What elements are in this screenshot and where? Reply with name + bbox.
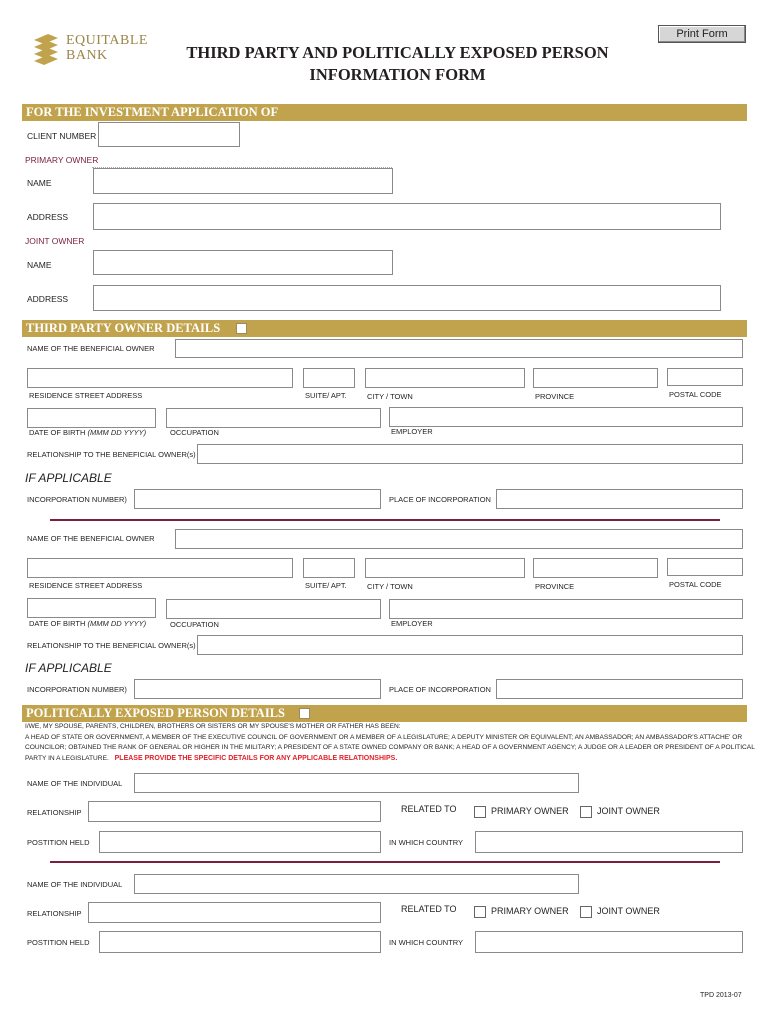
place-incorporation-label-1: PLACE OF INCORPORATION xyxy=(389,495,491,504)
incorporation-number-field-2[interactable] xyxy=(134,679,381,699)
incorporation-number-field-1[interactable] xyxy=(134,489,381,509)
relationship-label-2: RELATIONSHIP TO THE BENEFICIAL OWNER(s) xyxy=(27,641,196,650)
position-held-label-2: POSTITION HELD xyxy=(27,938,90,947)
if-applicable-heading-2: IF APPLICABLE xyxy=(25,661,112,675)
related-to-label-1: RELATED TO xyxy=(401,804,457,814)
third-party-checkbox[interactable] xyxy=(236,323,247,334)
primary-address-field[interactable] xyxy=(93,203,721,230)
place-incorporation-field-1[interactable] xyxy=(496,489,743,509)
joint-owner-checkbox-2[interactable] xyxy=(580,906,592,918)
pep-relationship-field-1[interactable] xyxy=(88,801,381,822)
if-applicable-heading-1: IF APPLICABLE xyxy=(25,471,112,485)
incorporation-number-label-2: INCORPORATION NUMBER) xyxy=(27,685,127,694)
city-field-1[interactable] xyxy=(365,368,525,388)
joint-address-label: ADDRESS xyxy=(27,294,69,304)
country-field-1[interactable] xyxy=(475,831,743,853)
primary-owner-option-1: PRIMARY OWNER xyxy=(491,806,569,816)
incorporation-number-label-1: INCORPORATION NUMBER) xyxy=(27,495,127,504)
residence-field-1[interactable] xyxy=(27,368,293,388)
logo-line2: BANK xyxy=(66,48,108,63)
print-form-button[interactable] xyxy=(658,25,746,43)
occupation-field-2[interactable] xyxy=(166,599,381,619)
country-label-2: IN WHICH COUNTRY xyxy=(389,938,464,947)
equitable-bank-logo xyxy=(30,30,155,70)
residence-label-1: RESIDENCE STREET ADDRESS xyxy=(29,391,143,400)
pep-relationship-label-2: RELATIONSHIP xyxy=(27,909,82,918)
individual-name-field-1[interactable] xyxy=(134,773,579,793)
occupation-label-2: OCCUPATION xyxy=(170,620,219,629)
province-label-1: PROVINCE xyxy=(535,392,575,401)
investment-section-bar xyxy=(22,104,747,121)
dob-format-2: (MMM DD YYYY) xyxy=(87,619,147,628)
dob-text-2: DATE OF BIRTH xyxy=(29,619,86,628)
postal-label-1: POSTAL CODE xyxy=(669,390,722,399)
occupation-label-1: OCCUPATION xyxy=(170,428,219,437)
place-incorporation-label-2: PLACE OF INCORPORATION xyxy=(389,685,491,694)
province-field-2[interactable] xyxy=(533,558,658,578)
form-code: TPD 2013-07 xyxy=(700,992,742,999)
individual-name-label-1: NAME OF THE INDIVIDUAL xyxy=(27,779,123,788)
dob-field-1[interactable] xyxy=(27,408,156,428)
primary-owner-heading: PRIMARY OWNER xyxy=(25,155,99,165)
pep-desc-line4: PARTY IN A LEGISLATURE. xyxy=(25,754,109,762)
dob-format-1: (MMM DD YYYY) xyxy=(87,428,147,437)
primary-name-label: NAME xyxy=(27,178,52,188)
position-held-field-2[interactable] xyxy=(99,931,381,953)
pep-checkbox[interactable] xyxy=(299,708,310,719)
pep-desc-warning: PLEASE PROVIDE THE SPECIFIC DETAILS FOR ANY APPLICABLE RELATIONSHIPS. xyxy=(114,754,398,762)
pep-section-title: POLITICALLY EXPOSED PERSON DETAILS xyxy=(26,706,285,720)
logo-line1: EQUITABLE xyxy=(66,33,148,48)
dob-field-2[interactable] xyxy=(27,598,156,618)
third-party-section-title: THIRD PARTY OWNER DETAILS xyxy=(26,321,221,335)
client-number-label: CLIENT NUMBER xyxy=(27,131,97,141)
related-to-label-2: RELATED TO xyxy=(401,904,457,914)
joint-owner-option-2: JOINT OWNER xyxy=(597,906,660,916)
employer-label-2: EMPLOYER xyxy=(391,619,433,628)
employer-field-2[interactable] xyxy=(389,599,743,619)
beneficial-owner-label-1: NAME OF THE BENEFICIAL OWNER xyxy=(27,344,155,353)
beneficial-owner-field-1[interactable] xyxy=(175,339,743,358)
beneficial-owner-divider xyxy=(50,519,720,521)
pep-description xyxy=(25,722,755,764)
employer-field-1[interactable] xyxy=(389,407,743,427)
city-field-2[interactable] xyxy=(365,558,525,578)
primary-address-label: ADDRESS xyxy=(27,212,69,222)
primary-owner-option-2: PRIMARY OWNER xyxy=(491,906,569,916)
primary-owner-checkbox-2[interactable] xyxy=(474,906,486,918)
beneficial-owner-field-2[interactable] xyxy=(175,529,743,549)
relationship-field-2[interactable] xyxy=(197,635,743,655)
investment-section-title: FOR THE INVESTMENT APPLICATION OF xyxy=(26,105,279,119)
pep-desc-line2: A HEAD OF STATE OR GOVERNMENT, A MEMBER OF THE EXECUTIVE COUNCIL OF GOVERNMENT OR A MEMBER OF A LEGISLATURE; A DEPUTY MINISTER OR EQUIVALENT; AN AMBASSADOR; AN AMBASSADOR'S ATTACHE' OR xyxy=(25,733,743,741)
country-field-2[interactable] xyxy=(475,931,743,953)
city-label-2: CITY / TOWN xyxy=(367,582,413,591)
province-label-2: PROVINCE xyxy=(535,582,575,591)
employer-label-1: EMPLOYER xyxy=(391,427,433,436)
position-held-label-1: POSTITION HELD xyxy=(27,838,90,847)
dob-text-1: DATE OF BIRTH xyxy=(29,428,86,437)
pep-relationship-label-1: RELATIONSHIP xyxy=(27,808,82,817)
print-form-label: Print Form xyxy=(676,28,728,40)
individual-name-label-2: NAME OF THE INDIVIDUAL xyxy=(27,880,123,889)
joint-owner-checkbox-1[interactable] xyxy=(580,806,592,818)
individual-name-field-2[interactable] xyxy=(134,874,579,894)
residence-label-2: RESIDENCE STREET ADDRESS xyxy=(29,581,143,590)
province-field-1[interactable] xyxy=(533,368,658,388)
postal-label-2: POSTAL CODE xyxy=(669,580,722,589)
dob-label-2 xyxy=(29,619,146,628)
title-line2: INFORMATION FORM xyxy=(309,65,486,84)
suite-field-1[interactable] xyxy=(303,368,355,388)
pep-desc-line1: I/WE, MY SPOUSE, PARENTS, CHILDREN, BROTHERS OR SISTERS OR MY SPOUSE'S MOTHER OR FATHER HAS BEEN: xyxy=(25,723,401,730)
pep-desc-line4-row xyxy=(25,754,750,765)
pep-desc-line3: COUNCILOR; OBTAINED THE RANK OF GENERAL OR HIGHER IN THE MILITARY; A PRESIDENT OF A STATE OWNED COMPANY OR BANK; A HEAD OF A GOVERNMENT AGENCY; A JUDGE OR A LEADER OR PRESIDENT OF A POLITICAL xyxy=(25,744,755,751)
country-label-1: IN WHICH COUNTRY xyxy=(389,838,464,847)
client-number-field[interactable] xyxy=(98,122,240,147)
joint-owner-option-1: JOINT OWNER xyxy=(597,806,660,816)
third-party-section-bar xyxy=(22,320,747,337)
suite-label-2: SUITE/ APT. xyxy=(305,581,347,590)
joint-address-field[interactable] xyxy=(93,285,721,311)
primary-name-field[interactable] xyxy=(93,168,393,194)
residence-field-2[interactable] xyxy=(27,558,293,578)
logo-mark-icon xyxy=(30,32,60,66)
suite-label-1: SUITE/ APT. xyxy=(305,391,347,400)
beneficial-owner-label-2: NAME OF THE BENEFICIAL OWNER xyxy=(27,534,155,543)
title-line1: THIRD PARTY AND POLITICALLY EXPOSED PERSON xyxy=(186,43,609,62)
relationship-label-1: RELATIONSHIP TO THE BENEFICIAL OWNER(s) xyxy=(27,450,196,459)
primary-owner-checkbox-1[interactable] xyxy=(474,806,486,818)
city-label-1: CITY / TOWN xyxy=(367,392,413,401)
occupation-field-1[interactable] xyxy=(166,408,381,428)
postal-field-1[interactable] xyxy=(667,368,743,386)
position-held-field-1[interactable] xyxy=(99,831,381,853)
joint-name-field[interactable] xyxy=(93,250,393,275)
pep-relationship-field-2[interactable] xyxy=(88,902,381,923)
relationship-field-1[interactable] xyxy=(197,444,743,464)
pep-section-bar xyxy=(22,705,747,722)
page-title xyxy=(150,42,645,86)
postal-field-2[interactable] xyxy=(667,558,743,576)
dob-label-1 xyxy=(29,428,146,437)
suite-field-2[interactable] xyxy=(303,558,355,578)
joint-owner-heading: JOINT OWNER xyxy=(25,236,85,246)
place-incorporation-field-2[interactable] xyxy=(496,679,743,699)
pep-divider xyxy=(50,861,720,863)
joint-name-label: NAME xyxy=(27,260,52,270)
